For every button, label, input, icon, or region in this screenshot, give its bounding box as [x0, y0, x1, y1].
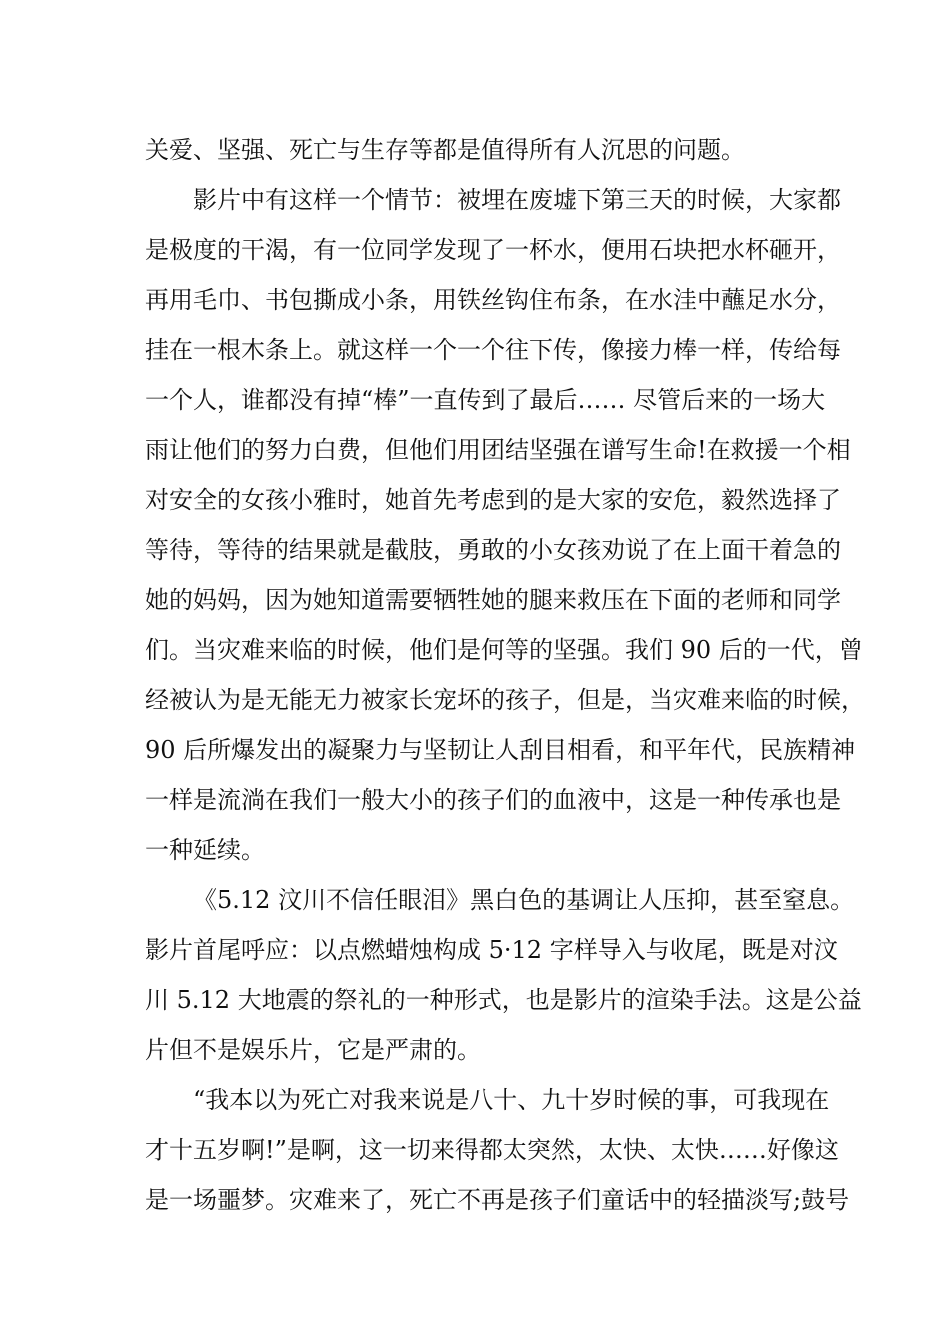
text-line: 再用毛巾、书包撕成小条，用铁丝钩住布条，在水洼中蘸足水分， [145, 286, 841, 314]
text-line: 是一场噩梦。灾难来了，死亡不再是孩子们童话中的轻描淡写;鼓号 [145, 1186, 850, 1214]
text-line: 们。当灾难来临的时候，他们是何等的坚强。我们 90 后的一代，曾 [145, 636, 863, 664]
text-line: 一样是流淌在我们一般大小的孩子们的血液中，这是一种传承也是 [145, 786, 841, 814]
text-line: 才十五岁啊!”是啊，这一切来得都太突然，太快、太快……好像这 [145, 1136, 839, 1164]
text-line: 一种延续。 [145, 836, 265, 864]
text-line: 影片首尾呼应：以点燃蜡烛构成 5·12 字样导入与收尾，既是对汶 [145, 936, 838, 964]
paragraph-start-line: 《5.12 汶川不信任眼泪》黑白色的基调让人压抑，甚至窒息。 [193, 886, 855, 914]
text-line: 经被认为是无能无力被家长宠坏的孩子，但是，当灾难来临的时候， [145, 686, 865, 714]
text-line: 等待，等待的结果就是截肢，勇敢的小女孩劝说了在上面干着急的 [145, 536, 841, 564]
text-line: 对安全的女孩小雅时，她首先考虑到的是大家的安危，毅然选择了 [145, 486, 841, 514]
text-line: 关爱、坚强、死亡与生存等都是值得所有人沉思的问题。 [145, 136, 745, 164]
text-line: 是极度的干渴，有一位同学发现了一杯水，便用石块把水杯砸开， [145, 236, 841, 264]
paragraph-start-line: “我本以为死亡对我来说是八十、九十岁时候的事，可我现在 [193, 1086, 830, 1114]
text-line: 雨让他们的努力白费，但他们用团结坚强在谱写生命!在救援一个相 [145, 436, 851, 464]
text-line: 川 5.12 大地震的祭礼的一种形式，也是影片的渲染手法。这是公益 [145, 986, 862, 1014]
text-line: 90 后所爆发出的凝聚力与坚韧让人刮目相看，和平年代，民族精神 [145, 736, 856, 764]
text-line: 她的妈妈，因为她知道需要牺牲她的腿来救压在下面的老师和同学 [145, 586, 841, 614]
text-line: 一个人，谁都没有掉“棒”一直传到了最后…… 尽管后来的一场大 [145, 386, 826, 414]
text-line: 挂在一根木条上。就这样一个一个往下传，像接力棒一样，传给每 [145, 336, 841, 364]
paragraph-start-line: 影片中有这样一个情节：被埋在废墟下第三天的时候，大家都 [193, 186, 841, 214]
text-line: 片但不是娱乐片，它是严肃的。 [145, 1036, 481, 1064]
